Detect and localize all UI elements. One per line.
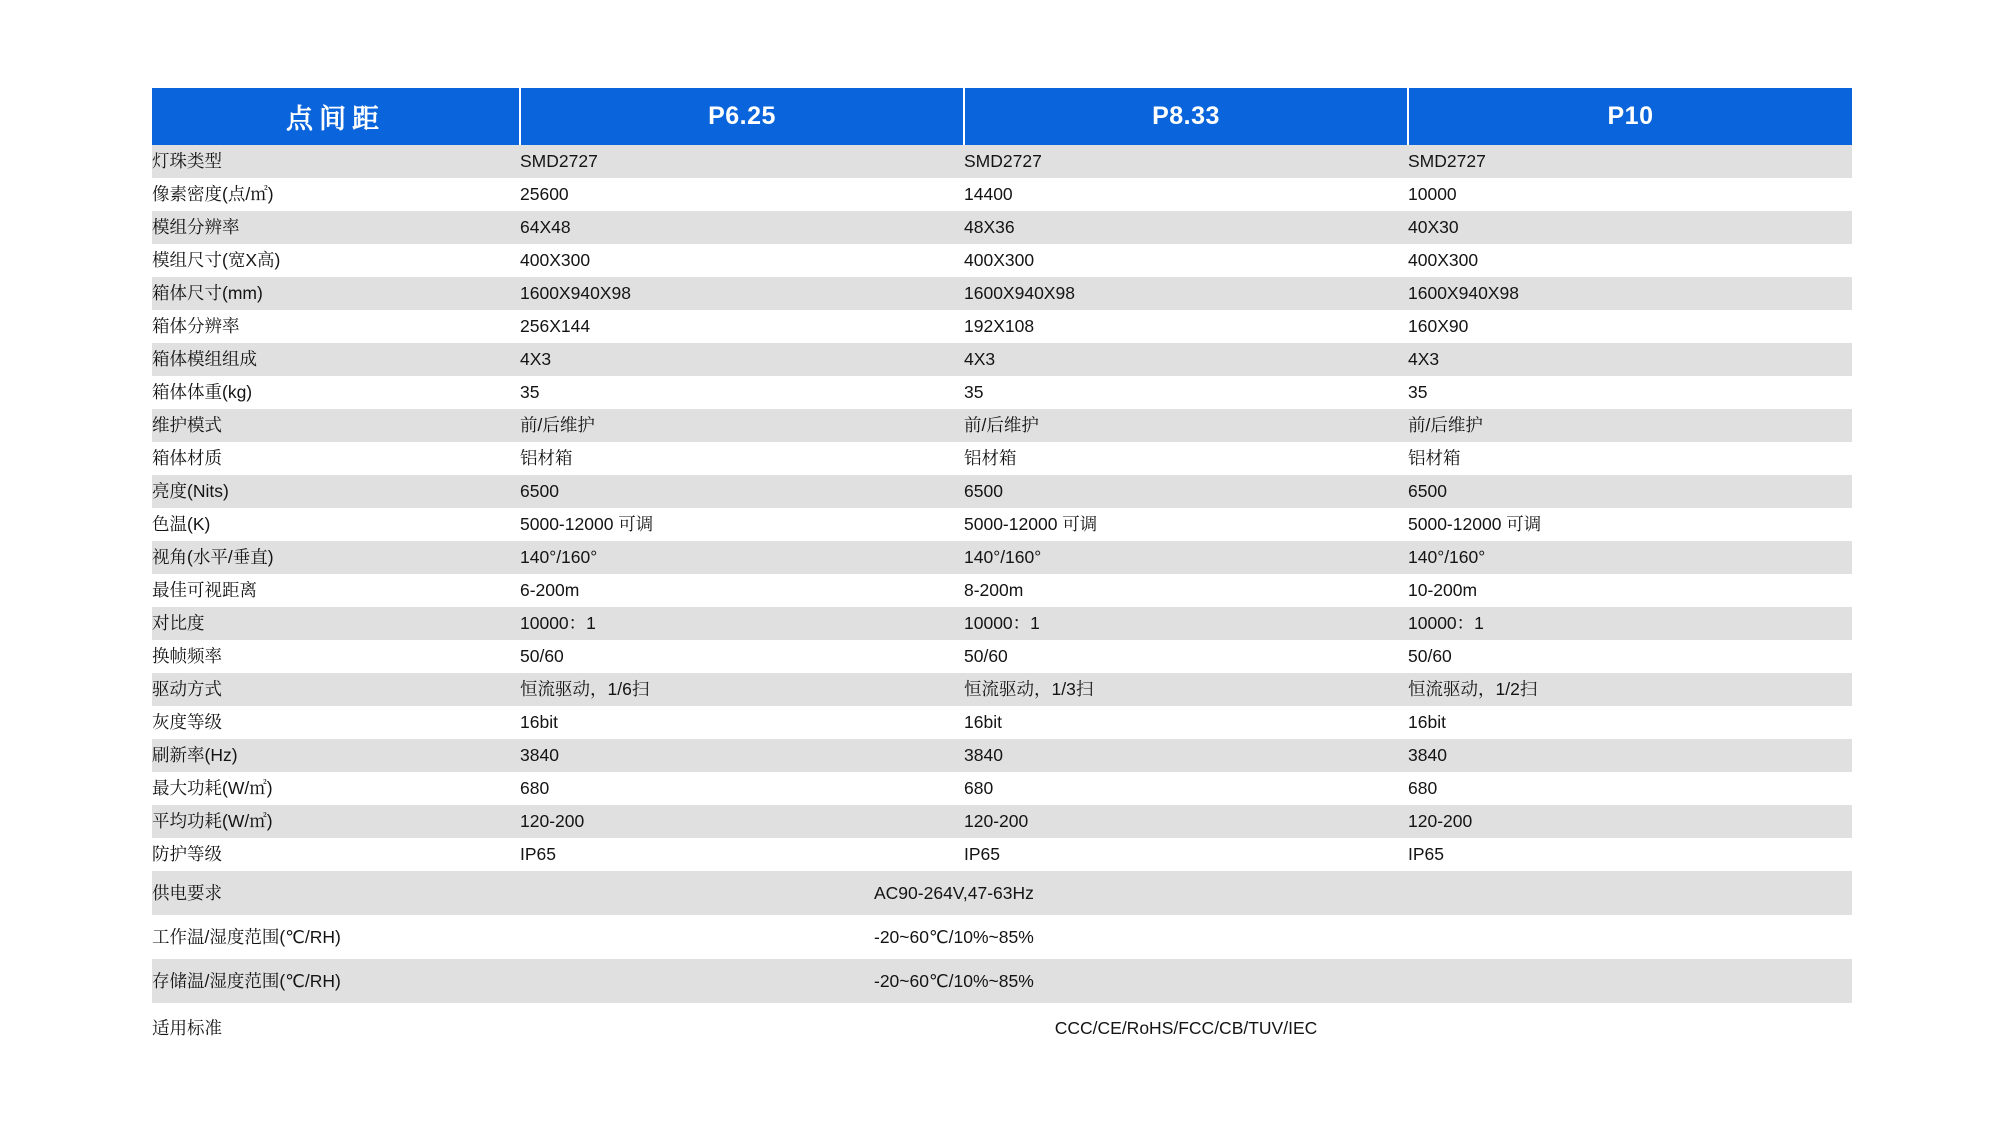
row-value-p10: 6500 bbox=[1408, 475, 1852, 508]
table-row bbox=[152, 541, 1852, 574]
row-label: 对比度 bbox=[152, 607, 520, 640]
row-label: 箱体体重(kg) bbox=[152, 376, 520, 409]
row-value-p625: 50/60 bbox=[520, 640, 964, 673]
row-value-p625: 25600 bbox=[520, 178, 964, 211]
row-value-p10: 4X3 bbox=[1408, 343, 1852, 376]
row-value-p833: 铝材箱 bbox=[964, 442, 1408, 475]
row-value-p625: 35 bbox=[520, 376, 964, 409]
row-value-p625: 680 bbox=[520, 772, 964, 805]
table-header-row bbox=[152, 88, 1852, 145]
row-label: 换帧频率 bbox=[152, 640, 520, 673]
header-model-p625: P6.25 bbox=[520, 88, 964, 145]
table-row bbox=[152, 178, 1852, 211]
row-label: 工作温/湿度范围(℃/RH) bbox=[152, 915, 520, 959]
table-row bbox=[152, 805, 1852, 838]
row-label: 模组尺寸(宽X高) bbox=[152, 244, 520, 277]
table-row bbox=[152, 673, 1852, 706]
row-value-p833: 4X3 bbox=[964, 343, 1408, 376]
row-label: 模组分辨率 bbox=[152, 211, 520, 244]
row-label: 灯珠类型 bbox=[152, 145, 520, 178]
row-value-p833: 140°/160° bbox=[964, 541, 1408, 574]
table-row-merged bbox=[152, 959, 1852, 1003]
row-label: 驱动方式 bbox=[152, 673, 520, 706]
row-label: 刷新率(Hz) bbox=[152, 739, 520, 772]
row-value-p625: 120-200 bbox=[520, 805, 964, 838]
row-value-p10: 400X300 bbox=[1408, 244, 1852, 277]
row-value-p833: 1600X940X98 bbox=[964, 277, 1408, 310]
row-value-p10: 恒流驱动，1/2扫 bbox=[1408, 673, 1852, 706]
row-value-p625: IP65 bbox=[520, 838, 964, 871]
row-value-p833: 8-200m bbox=[964, 574, 1408, 607]
row-value-p625: 4X3 bbox=[520, 343, 964, 376]
table-row bbox=[152, 706, 1852, 739]
row-label: 供电要求 bbox=[152, 871, 520, 915]
row-value-p10: 35 bbox=[1408, 376, 1852, 409]
table-row bbox=[152, 442, 1852, 475]
table-row bbox=[152, 508, 1852, 541]
row-label: 灰度等级 bbox=[152, 706, 520, 739]
table-row bbox=[152, 772, 1852, 805]
row-value-p625: 1600X940X98 bbox=[520, 277, 964, 310]
table-row bbox=[152, 310, 1852, 343]
table-row bbox=[152, 244, 1852, 277]
merged-value-text: -20~60℃/10%~85% bbox=[874, 970, 1034, 991]
row-value-p625: 16bit bbox=[520, 706, 964, 739]
table-body bbox=[152, 145, 1852, 1053]
table-header bbox=[152, 88, 1852, 145]
row-value-p833: 恒流驱动，1/3扫 bbox=[964, 673, 1408, 706]
header-model-p10: P10 bbox=[1408, 88, 1852, 145]
header-pixel-pitch: 点间距 bbox=[152, 88, 520, 145]
table-row bbox=[152, 640, 1852, 673]
row-value-p833: 前/后维护 bbox=[964, 409, 1408, 442]
row-value-all-models bbox=[520, 915, 1852, 959]
row-value-p833: 10000：1 bbox=[964, 607, 1408, 640]
row-value-p10: 160X90 bbox=[1408, 310, 1852, 343]
table-row-merged bbox=[152, 1003, 1852, 1053]
row-label: 亮度(Nits) bbox=[152, 475, 520, 508]
row-label: 防护等级 bbox=[152, 838, 520, 871]
row-value-p10: 680 bbox=[1408, 772, 1852, 805]
row-label: 箱体模组组成 bbox=[152, 343, 520, 376]
table-row bbox=[152, 277, 1852, 310]
row-value-p833: SMD2727 bbox=[964, 145, 1408, 178]
row-value-p625: 10000：1 bbox=[520, 607, 964, 640]
row-value-all-models bbox=[520, 871, 1852, 915]
row-value-p10: 5000-12000 可调 bbox=[1408, 508, 1852, 541]
row-value-p833: 680 bbox=[964, 772, 1408, 805]
row-label: 像素密度(点/㎡) bbox=[152, 178, 520, 211]
row-value-p10: 50/60 bbox=[1408, 640, 1852, 673]
table-row bbox=[152, 409, 1852, 442]
led-specification-table bbox=[152, 88, 1852, 1053]
header-model-p833: P8.33 bbox=[964, 88, 1408, 145]
merged-value-text: CCC/CE/RoHS/FCC/CB/TUV/IEC bbox=[1054, 1017, 1318, 1038]
row-value-p10: 140°/160° bbox=[1408, 541, 1852, 574]
table-row bbox=[152, 343, 1852, 376]
row-value-p833: 35 bbox=[964, 376, 1408, 409]
row-value-p625: 铝材箱 bbox=[520, 442, 964, 475]
row-value-p625: 140°/160° bbox=[520, 541, 964, 574]
row-value-p625: 5000-12000 可调 bbox=[520, 508, 964, 541]
row-value-p625: 256X144 bbox=[520, 310, 964, 343]
row-value-p625: 恒流驱动，1/6扫 bbox=[520, 673, 964, 706]
row-label: 存储温/湿度范围(℃/RH) bbox=[152, 959, 520, 1003]
table-row bbox=[152, 574, 1852, 607]
table-row bbox=[152, 376, 1852, 409]
row-value-p833: 400X300 bbox=[964, 244, 1408, 277]
row-value-p833: IP65 bbox=[964, 838, 1408, 871]
row-value-p625: 前/后维护 bbox=[520, 409, 964, 442]
row-value-p625: SMD2727 bbox=[520, 145, 964, 178]
row-label: 最佳可视距离 bbox=[152, 574, 520, 607]
row-value-p10: SMD2727 bbox=[1408, 145, 1852, 178]
row-label: 箱体分辨率 bbox=[152, 310, 520, 343]
table-row-merged bbox=[152, 871, 1852, 915]
row-value-p833: 3840 bbox=[964, 739, 1408, 772]
row-value-p833: 48X36 bbox=[964, 211, 1408, 244]
table-row bbox=[152, 475, 1852, 508]
row-value-p833: 14400 bbox=[964, 178, 1408, 211]
row-value-p833: 120-200 bbox=[964, 805, 1408, 838]
row-value-p833: 5000-12000 可调 bbox=[964, 508, 1408, 541]
table-row bbox=[152, 838, 1852, 871]
row-value-all-models bbox=[520, 1003, 1852, 1053]
row-label: 平均功耗(W/㎡) bbox=[152, 805, 520, 838]
row-label: 视角(水平/垂直) bbox=[152, 541, 520, 574]
row-value-p10: 16bit bbox=[1408, 706, 1852, 739]
table-row-merged bbox=[152, 915, 1852, 959]
row-label: 最大功耗(W/㎡) bbox=[152, 772, 520, 805]
table-row bbox=[152, 211, 1852, 244]
row-value-p10: IP65 bbox=[1408, 838, 1852, 871]
table-row bbox=[152, 607, 1852, 640]
row-value-p10: 120-200 bbox=[1408, 805, 1852, 838]
row-label: 维护模式 bbox=[152, 409, 520, 442]
merged-value-text: -20~60℃/10%~85% bbox=[874, 926, 1034, 947]
row-value-p625: 400X300 bbox=[520, 244, 964, 277]
row-value-p625: 6500 bbox=[520, 475, 964, 508]
row-value-all-models bbox=[520, 959, 1852, 1003]
row-value-p10: 1600X940X98 bbox=[1408, 277, 1852, 310]
merged-value-text: AC90-264V,47-63Hz bbox=[874, 882, 1034, 903]
row-value-p833: 6500 bbox=[964, 475, 1408, 508]
row-value-p10: 前/后维护 bbox=[1408, 409, 1852, 442]
row-value-p625: 6-200m bbox=[520, 574, 964, 607]
row-value-p10: 铝材箱 bbox=[1408, 442, 1852, 475]
row-label: 色温(K) bbox=[152, 508, 520, 541]
row-value-p833: 50/60 bbox=[964, 640, 1408, 673]
row-label: 箱体尺寸(mm) bbox=[152, 277, 520, 310]
row-label: 箱体材质 bbox=[152, 442, 520, 475]
row-value-p10: 10-200m bbox=[1408, 574, 1852, 607]
row-label: 适用标准 bbox=[152, 1003, 520, 1053]
row-value-p625: 3840 bbox=[520, 739, 964, 772]
row-value-p833: 192X108 bbox=[964, 310, 1408, 343]
row-value-p10: 10000 bbox=[1408, 178, 1852, 211]
table-row bbox=[152, 145, 1852, 178]
row-value-p10: 3840 bbox=[1408, 739, 1852, 772]
table-row bbox=[152, 739, 1852, 772]
row-value-p10: 40X30 bbox=[1408, 211, 1852, 244]
row-value-p833: 16bit bbox=[964, 706, 1408, 739]
row-value-p625: 64X48 bbox=[520, 211, 964, 244]
row-value-p10: 10000：1 bbox=[1408, 607, 1852, 640]
